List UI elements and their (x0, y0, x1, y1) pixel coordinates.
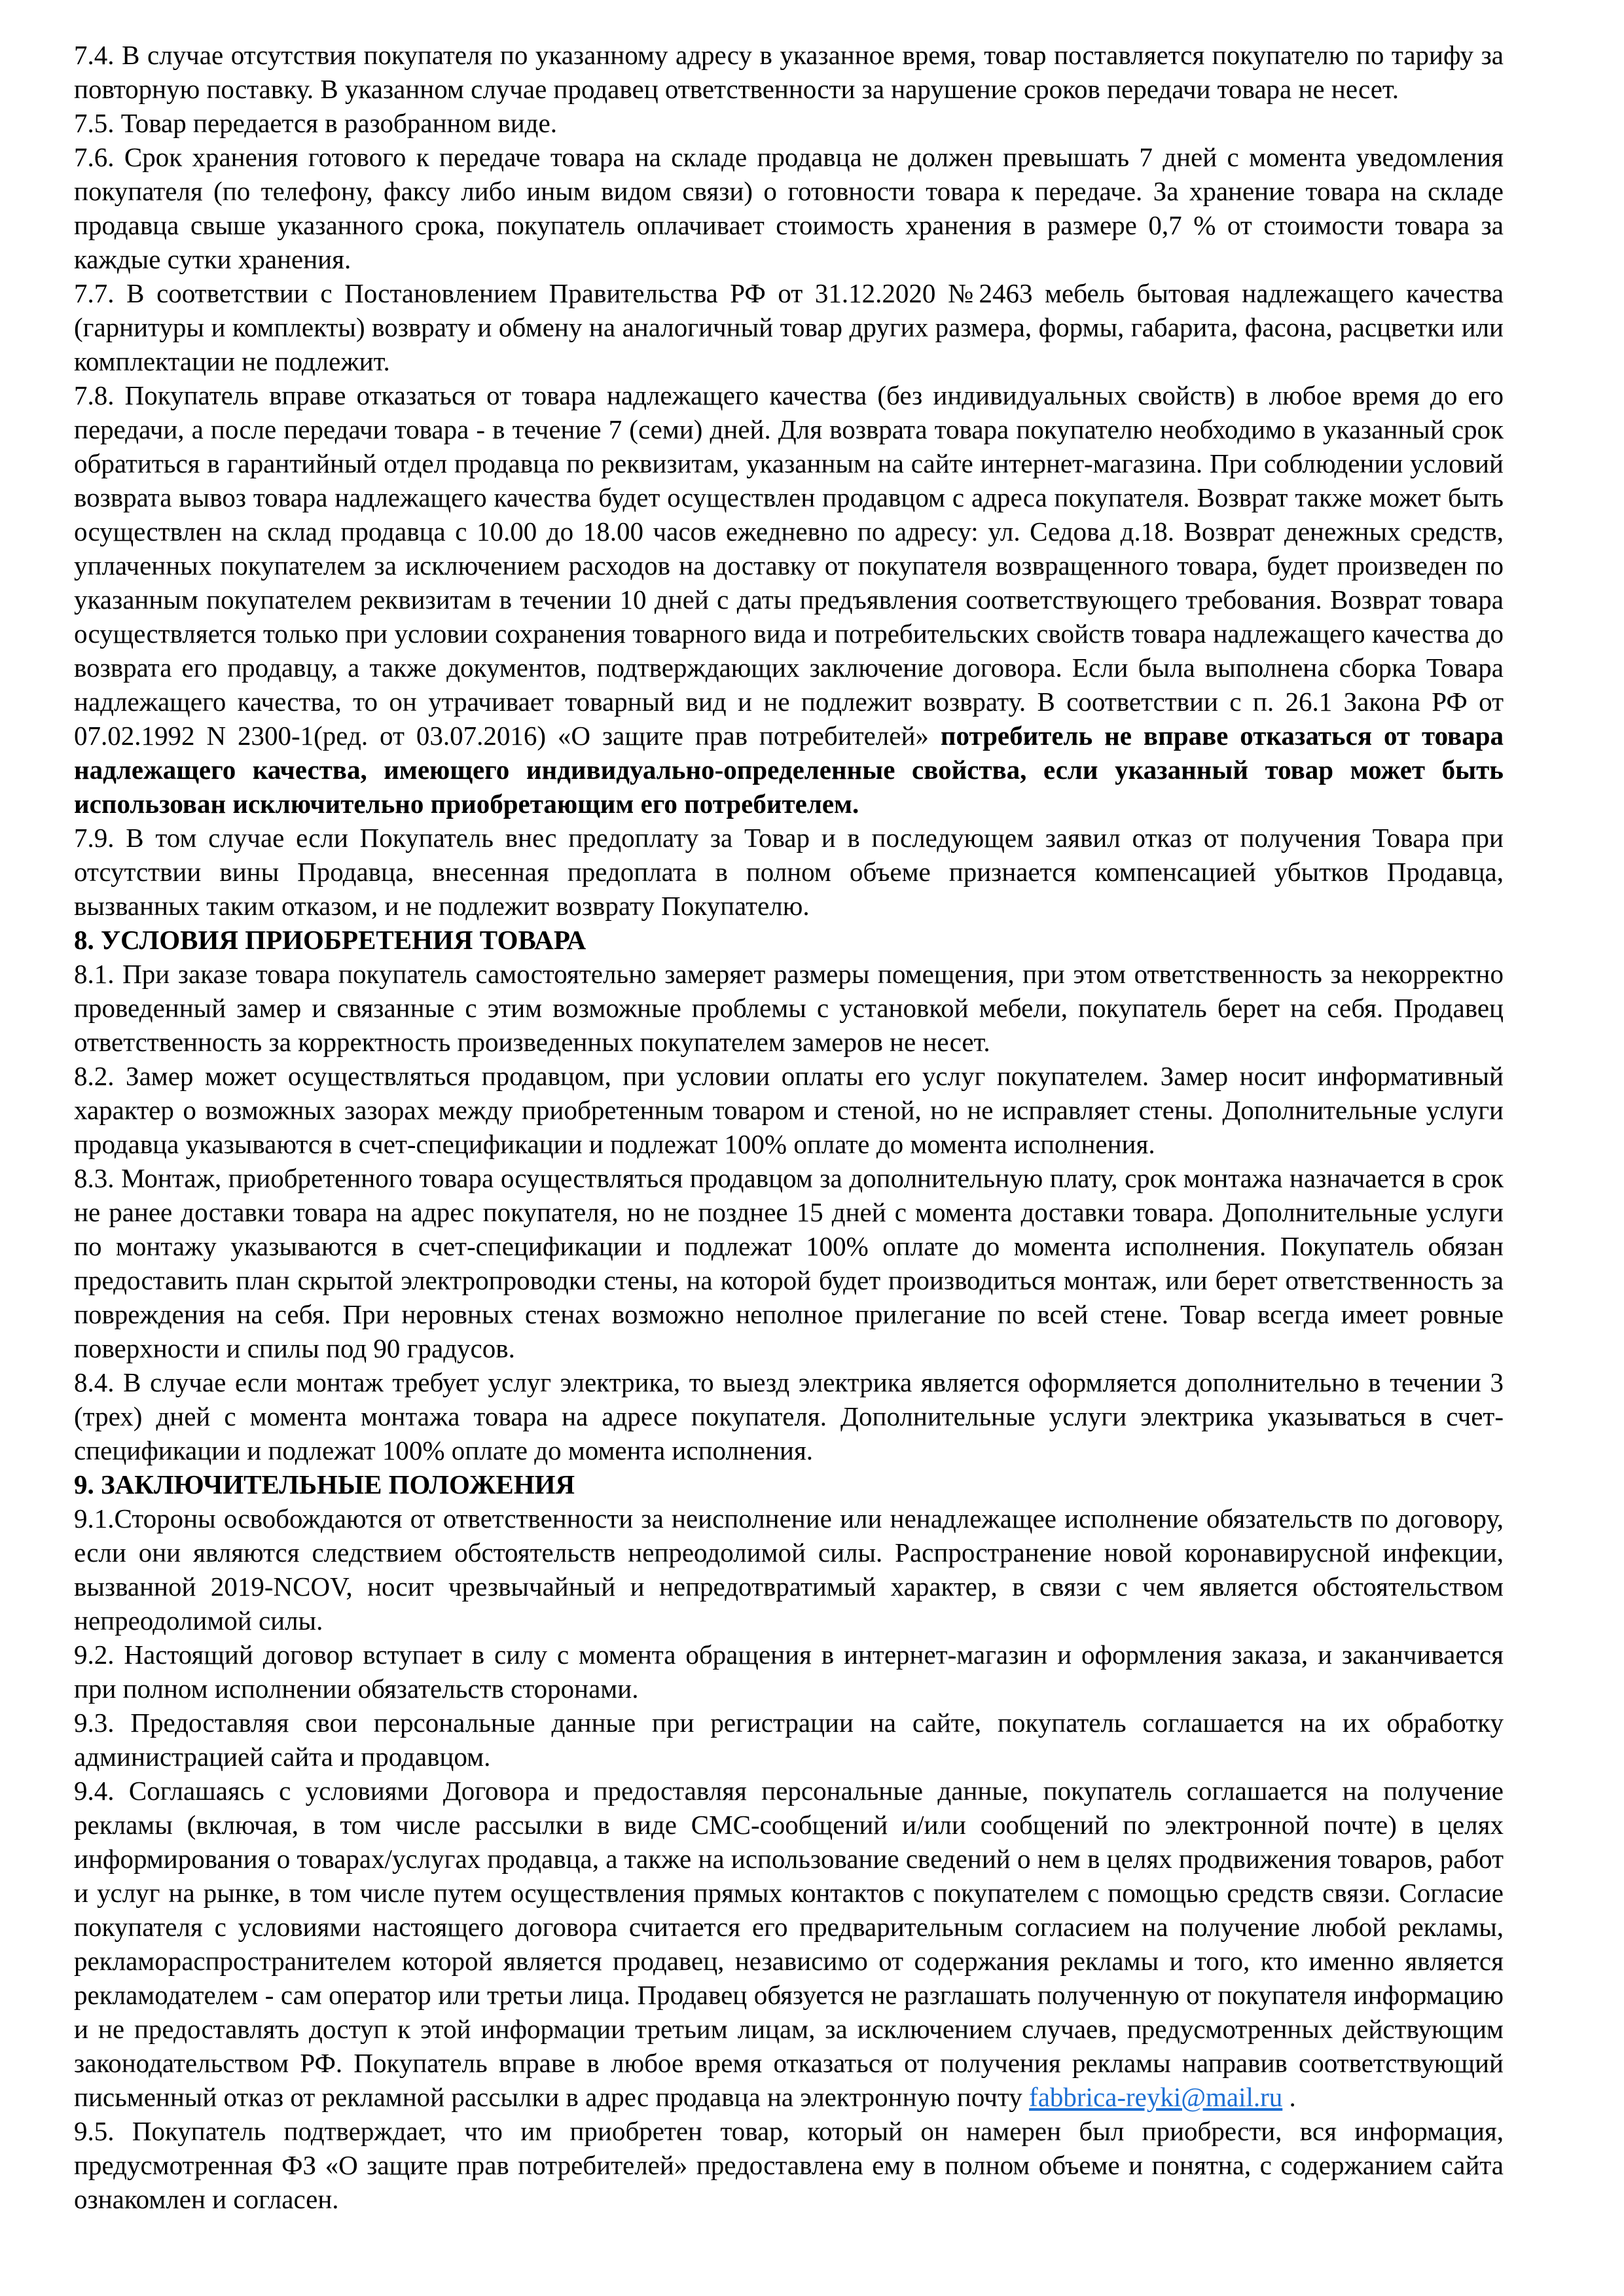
clause-9-3 (74, 1706, 1504, 1774)
clause-8-3-text: 8.3. Монтаж, приобретенного товара осуществляться продавцом за дополнительную плату, срок монтажа назначается в срок не ранее доставки товара на адрес покупателя, но не позднее 15 дней с момента доставки товара. Дополнительные услуги по монтажу указываются в счет-спецификации и подлежат 100% оплате до момента исполнения. Покупатель обязан предоставить план скрытой электропроводки стены, на которой будет производиться монтаж, или берет ответственность за повреждения на себя. При неровных стенах возможно неполное прилегание по всей стене. Товар всегда имеет ровные поверхности и спилы под 90 градусов. (74, 1163, 1504, 1363)
clause-7-4 (74, 38, 1504, 106)
clause-7-8-text: 7.8. Покупатель вправе отказаться от товара надлежащего качества (без индивидуальных свойств) в любое время до его передачи, а после передачи товара - в течение 7 (семи) дней. Для возврата товара покупателю необходимо в указанный срок обратиться в гарантийный отдел продавца по реквизитам, указанным на сайте интернет-магазина. При соблюдении условий возврата вывоз товара надлежащего качества будет осуществлен продавцом с адреса покупателя. Возврат также может быть осуществлен на склад продавца с 10.00 до 18.00 часов ежедневно по адресу: ул. Седова д.18. Возврат денежных средств, уплаченных покупателем за исключением расходов на доставку от покупателя возвращенного товара, будет произведен по указанным покупателем реквизитам в течении 10 дней с даты предъявления соответствующего требования. Возврат товара осуществляется только при условии сохранения товарного вида и потребительских свойств товара надлежащего качества до возврата его продавцу, а также документов, подтверждающих заключение договора. Если была выполнена сборка Товара надлежащего качества, то он утрачивает товарный вид и не подлежит возврату. В соответствии с п. 26.1 Закона РФ от 07.02.1992 N 2300-1(ред. от 03.07.2016) «О защите прав потребителей» (74, 380, 1504, 751)
clause-7-5-text: 7.5. Товар передается в разобранном виде. (74, 108, 557, 138)
section-8-heading (74, 923, 1504, 957)
clause-9-5 (74, 2114, 1504, 2216)
clause-7-6 (74, 140, 1504, 276)
section-9-heading (74, 1467, 1504, 1501)
clause-8-2-text: 8.2. Замер может осуществляться продавцом, при условии оплаты его услуг покупателем. Замер носит информативный характер о возможных зазорах между приобретенным товаром и стеной, но не исправляет стены. Дополнительные услуги продавца указываются в счет-спецификации и подлежат 100% оплате до момента исполнения. (74, 1061, 1504, 1159)
clause-9-2-text: 9.2. Настоящий договор вступает в силу с момента обращения в интернет-магазин и оформления заказа, и заканчивается при полном исполнении обязательств сторонами. (74, 1640, 1504, 1704)
email-link[interactable]: fabbrica-reyki@mail.ru (1029, 2082, 1283, 2112)
clause-8-2 (74, 1059, 1504, 1161)
clause-9-4-text: 9.4. Соглашаясь с условиями Договора и предоставляя персональные данные, покупатель соглашается на получение рекламы (включая, в том числе рассылки в виде СМС-сообщений и/или сообщений по электронной почте) в целях информирования о товарах/услугах продавца, а также на использование сведений о нем в целях продвижения товаров, работ и услуг на рынке, в том числе путем осуществления прямых контактов с покупателем с помощью средств связи. Согласие покупателя с условиями настоящего договора считается его предварительным согласием на получение любой рекламы, рекламораспространителем которой является продавец, независимо от содержания рекламы и того, кто именно является рекламодателем - сам оператор или третьи лица. Продавец обязуется не разглашать полученную от покупателя информацию и не предоставлять доступ к этой информации третьим лицам, за исключением случаев, предусмотренных действующим законодательством РФ. Покупатель вправе в любое время отказаться от получения рекламы направив соответствующий письменный отказ от рекламной рассылки в адрес продавца на электронную почту (74, 1776, 1504, 2112)
clause-9-4 (74, 1774, 1504, 2114)
clause-9-2 (74, 1638, 1504, 1706)
section-9-heading-text: 9. ЗАКЛЮЧИТЕЛЬНЫЕ ПОЛОЖЕНИЯ (74, 1469, 575, 1499)
clause-8-3 (74, 1161, 1504, 1365)
section-8-heading-text: 8. УСЛОВИЯ ПРИОБРЕТЕНИЯ ТОВАРА (74, 925, 586, 955)
clause-7-9 (74, 821, 1504, 923)
clause-7-8 (74, 378, 1504, 821)
clause-9-5-text: 9.5. Покупатель подтверждает, что им приобретен товар, который он намерен был приобрести, вся информация, предусмотренная ФЗ «О защите прав потребителей» предоставлена ему в полном объеме и понятна, с содержанием сайта ознакомлен и согласен. (74, 2116, 1504, 2214)
clause-9-1-text: 9.1.Стороны освобождаются от ответственности за неисполнение или ненадлежащее исполнение обязательств по договору, если они являются следствием обстоятельств непреодолимой силы. Распространение новой коронавирусной инфекции, вызванной 2019-NCOV, носит чрезвычайный и непредотвратимый характер, в связи с чем является обстоятельством непреодолимой силы. (74, 1503, 1504, 1636)
clause-7-6-text: 7.6. Срок хранения готового к передаче товара на складе продавца не должен превышать 7 дней с момента уведомления покупателя (по телефону, факсу либо иным видом связи) о готовности товара к передаче. За хранение товара на складе продавца свыше указанного срока, покупатель оплачивает стоимость хранения в размере 0,7 % от стоимости товара за каждые сутки хранения. (74, 142, 1504, 274)
clause-9-3-text: 9.3. Предоставляя свои персональные данные при регистрации на сайте, покупатель соглашается на их обработку администрацией сайта и продавцом. (74, 1708, 1504, 1772)
clause-7-8-bold-text: потребитель не вправе отказаться от товара надлежащего качества, имеющего индивидуально-определенные свойства, если указанный товар может быть использован исключительно приобретающим его потребителем. (74, 721, 1504, 819)
clause-8-4 (74, 1365, 1504, 1467)
clause-8-1-text: 8.1. При заказе товара покупатель самостоятельно замеряет размеры помещения, при этом ответственность за некорректно проведенный замер и связанные с этим возможные проблемы с установкой мебели, покупатель берет на себя. Продавец ответственность за корректность произведенных покупателем замеров не несет. (74, 959, 1504, 1057)
clause-7-5 (74, 106, 1504, 140)
clause-7-4-text: 7.4. В случае отсутствия покупателя по указанному адресу в указанное время, товар поставляется покупателю по тарифу за повторную поставку. В указанном случае продавец ответственности за нарушение сроков передачи товара не несет. (74, 40, 1504, 104)
clause-7-7-text: 7.7. В соответствии с Постановлением Правительства РФ от 31.12.2020 №2463 мебель бытовая надлежащего качества (гарнитуры и комплекты) возврату и обмену на аналогичный товар других размера, формы, габарита, фасона, расцветки или комплектации не подлежит. (74, 278, 1504, 376)
clause-9-4-tail-text: . (1282, 2082, 1296, 2112)
clause-9-1 (74, 1501, 1504, 1638)
clause-7-9-text: 7.9. В том случае если Покупатель внес предоплату за Товар и в последующем заявил отказ от получения Товара при отсутствии вины Продавца, внесенная предоплата в полном объеме признается компенсацией убытков Продавца, вызванных таким отказом, и не подлежит возврату Покупателю. (74, 823, 1504, 921)
clause-8-4-text: 8.4. В случае если монтаж требует услуг электрика, то выезд электрика является оформляется дополнительно в течении 3 (трех) дней с момента монтажа товара на адресе покупателя. Дополнительные услуги электрика указываться в счет-спецификации и подлежат 100% оплате до момента исполнения. (74, 1367, 1504, 1465)
clause-8-1 (74, 957, 1504, 1059)
clause-7-7 (74, 276, 1504, 378)
